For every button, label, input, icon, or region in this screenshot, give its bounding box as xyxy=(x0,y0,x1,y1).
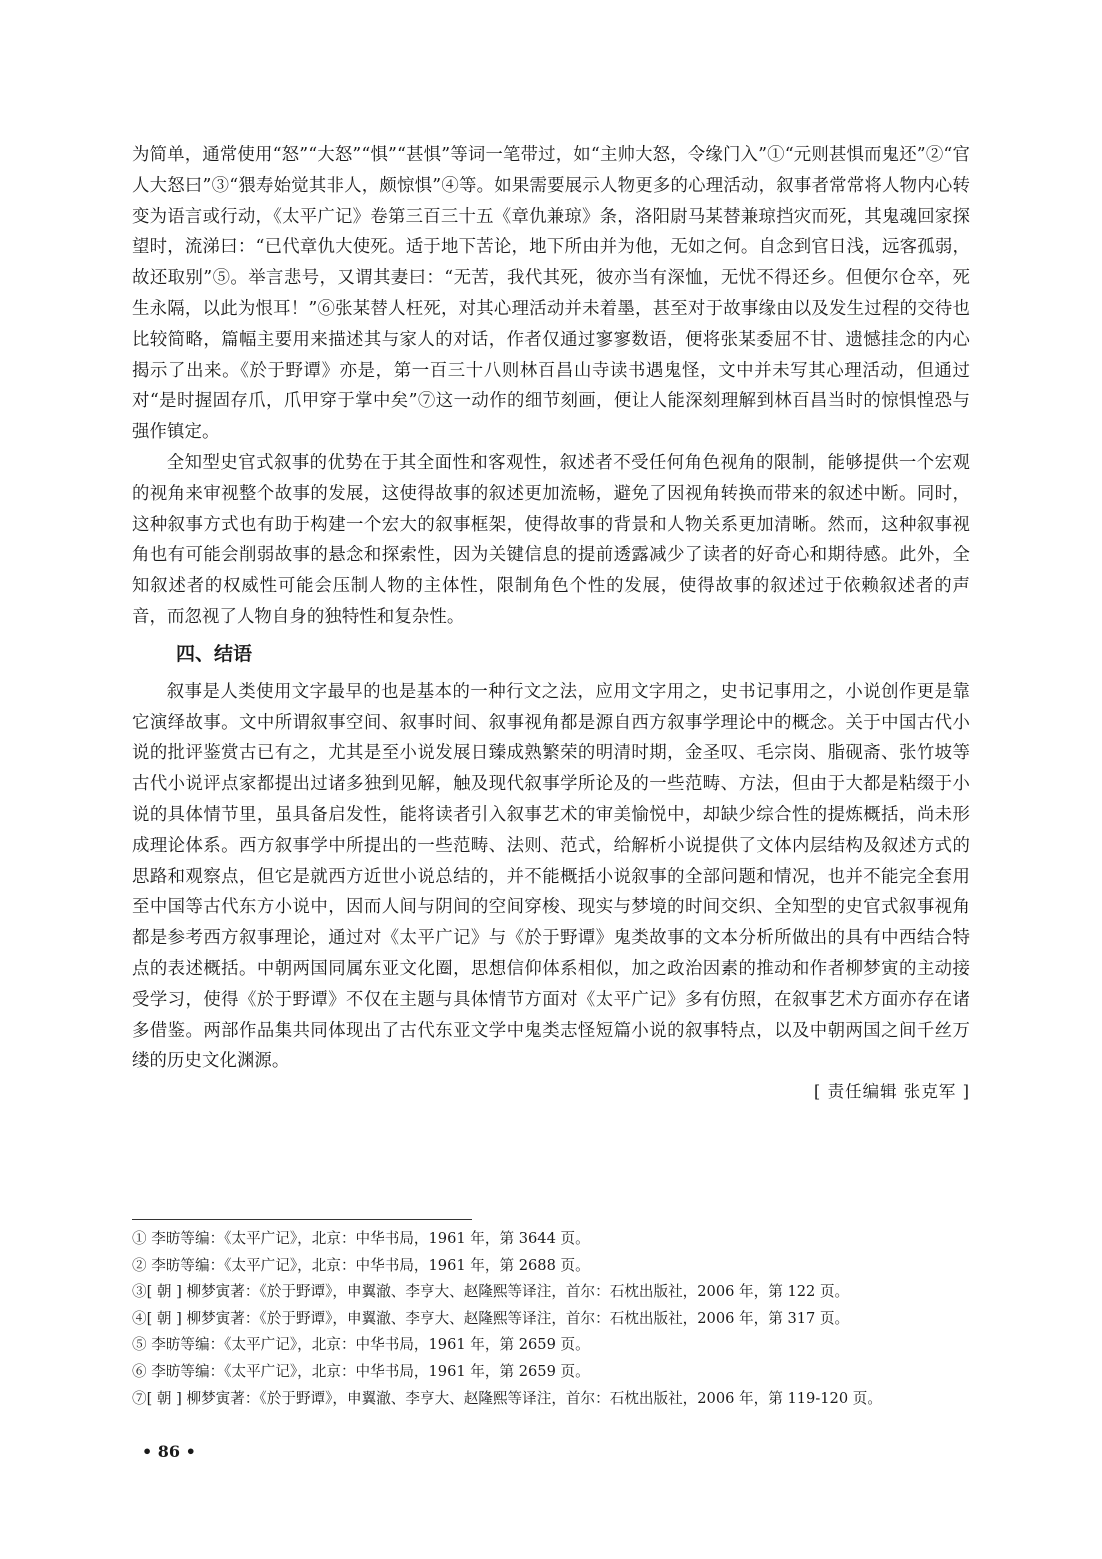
footnote: ① 李昉等编：《太平广记》，北京：中华书局，1961 年，第 3644 页。 xyxy=(132,1230,590,1247)
responsible-editor: [ 责任编辑 张克军 ] xyxy=(813,1082,970,1102)
footnote: ⑦[ 朝 ] 柳梦寅著：《於于野谭》，申翼澈、李亨大、赵隆熙等译注，首尔：石枕出版社，2006 年，第 119-120 页。 xyxy=(132,1389,882,1407)
body-paragraph-1: 为简单，通常使用“怒”“大怒”“惧”“甚惧”等词一笔带过，如“主帅大怒，令缘门入”①“元则甚惧而鬼还”②“官人大怒曰”③“猥寿始觉其非人，颇惊惧”④等。如果需要展示人物更多的心理活动，叙事者常常将人物内心转变为语言或行动，《太平广记》卷第三百三十五《章仇兼琼》条，洛阳尉马某替兼琼挡灾而死，其鬼魂回家探望时，流涕曰：“已代章仇大使死。适于地下苦论，地下所由并为他，无如之何。自念到官日浅，远客孤弱，故还取别”⑤。举言悲号，又谓其妻曰：“无苦，我代其死，彼亦当有深恤，无忧不得还乡。但便尔仓卒，死生永隔，以此为恨耳！”⑥张某替人枉死，对其心理活动并未着墨，甚至对于故事缘由以及发生过程的交待也比较简略，篇幅主要用来描述其与家人的对话，作者仅通过寥寥数语，便将张某委屈不甘、遗憾挂念的内心揭示了出来。《於于野谭》亦是，第一百三十八则林百昌山寺读书遇鬼怪，文中并未写其心理活动，但通过对“是时握固存爪，爪甲穿于掌中矣”⑦这一动作的细节刻画，便让人能深刻理解到林百昌当时的惊惧惶恐与强作镇定。 xyxy=(132,145,970,443)
footnote: ④[ 朝 ] 柳梦寅著：《於于野谭》，申翼澈、李亨大、赵隆熙等译注，首尔：石枕出版社，2006 年，第 317 页。 xyxy=(132,1309,850,1327)
article-body xyxy=(132,140,970,1107)
body-paragraph-3: 叙事是人类使用文字最早的也是基本的一种行文之法，应用文字用之，史书记事用之，小说创作更是靠它演绎故事。文中所谓叙事空间、叙事时间、叙事视角都是源自西方叙事学理论中的概念。关于中国古代小说的批评鉴赏古已有之，尤其是至小说发展日臻成熟繁荣的明清时期，金圣叹、毛宗岗、脂砚斋、张竹坡等古代小说评点家都提出过诸多独到见解，触及现代叙事学所论及的一些范畴、方法，但由于大都是粘缀于小说的具体情节里，虽具备启发性，能将读者引入叙事艺术的审美愉悦中，却缺少综合性的提炼概括，尚未形成理论体系。西方叙事学中所提出的一些范畴、法则、范式，给解析小说提供了文体内层结构及叙述方式的思路和观察点，但它是就西方近世小说总结的，并不能概括小说叙事的全部问题和情况，也并不能完全套用至中国等古代东方小说中，因而人间与阴间的空间穿梭、现实与梦境的时间交织、全知型的史官式叙事视角都是参考西方叙事理论，通过对《太平广记》与《於于野谭》鬼类故事的文本分析所做出的具有中西结合特点的表述概括。中朝两国同属东亚文化圈，思想信仰体系相似，加之政治因素的推动和作者柳梦寅的主动接受学习，使得《於于野谭》不仅在主题与具体情节方面对《太平广记》多有仿照，在叙事艺术方面亦存在诸多借鉴。两部作品集共同体现出了古代东亚文学中鬼类志怪短篇小说的叙事特点，以及中朝两国之间千丝万缕的历史文化渊源。 xyxy=(132,681,970,1072)
page-number: • 86 • xyxy=(142,1442,196,1461)
footnote: ⑤ 李昉等编：《太平广记》，北京：中华书局，1961 年，第 2659 页。 xyxy=(132,1336,590,1354)
footnotes xyxy=(132,1226,982,1412)
footnote-divider xyxy=(132,1219,472,1220)
footnote: ⑥ 李昉等编：《太平广记》，北京：中华书局，1961 年，第 2659 页。 xyxy=(132,1362,590,1380)
section-heading-conclusion: 四、结语 xyxy=(176,642,253,665)
body-paragraph-2: 全知型史官式叙事的优势在于其全面性和客观性，叙述者不受任何角色视角的限制，能够提供一个宏观的视角来审视整个故事的发展，这使得故事的叙述更加流畅，避免了因视角转换而带来的叙述中断。同时，这种叙事方式也有助于构建一个宏大的叙事框架，使得故事的背景和人物关系更加清晰。然而，这种叙事视角也有可能会削弱故事的悬念和探索性，因为关键信息的提前透露减少了读者的好奇心和期待感。此外，全知叙述者的权威性可能会压制人物的主体性，限制角色个性的发展，使得故事的叙述过于依赖叙述者的声音，而忽视了人物自身的独特性和复杂性。 xyxy=(132,452,970,627)
footnote: ③[ 朝 ] 柳梦寅著：《於于野谭》，申翼澈、李亨大、赵隆熙等译注，首尔：石枕出版社，2006 年，第 122 页。 xyxy=(132,1283,850,1301)
footnote: ② 李昉等编：《太平广记》，北京：中华书局，1961 年，第 2688 页。 xyxy=(132,1256,590,1274)
